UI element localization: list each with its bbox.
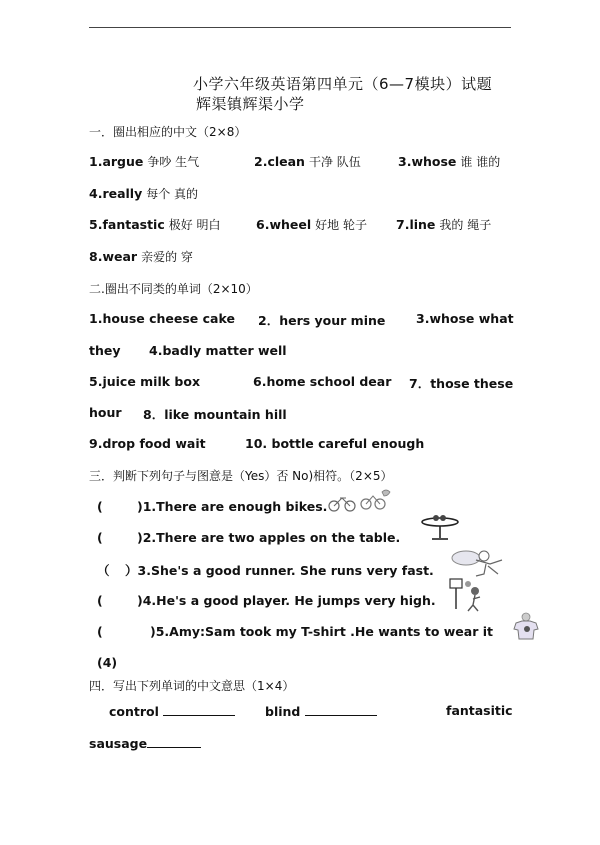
s4-word-3: fantasitic <box>446 703 513 718</box>
top-rule <box>89 27 511 28</box>
section4-heading: 四．写出下列单词的中文意思（1×4） <box>89 679 295 693</box>
s3-item-5-text: )5.Amy:Sam took my T-shirt .He wants to wear it <box>150 624 493 639</box>
s2-group-9: 9.drop food wait <box>89 436 206 451</box>
s1-item-5: 5.fantastic 极好 明白 <box>89 217 221 232</box>
s3-item-1-text: )1.There are enough bikes. <box>137 499 328 514</box>
apples-table-picture-icon <box>418 512 462 542</box>
s1-item-2: 2.clean 干净 队伍 <box>254 154 361 169</box>
section1-heading: 一．圈出相应的中文（2×8） <box>89 125 247 139</box>
s1-item-6: 6.wheel 好地 轮子 <box>256 217 367 232</box>
s4-word-2: blind <box>265 703 377 719</box>
answer-blank-sausage[interactable] <box>147 735 201 748</box>
bikes-picture-icon <box>322 486 394 514</box>
s4-word-1: control <box>109 703 235 719</box>
basketball-player-picture-icon <box>448 577 488 613</box>
s2-group-3: 3.whose what <box>416 311 514 326</box>
tshirt-picture-icon <box>508 609 544 645</box>
s3-item-4-text: )4.He's a good player. He jumps very high. <box>137 593 436 608</box>
s3-item-2-open: ( <box>97 530 103 545</box>
runner-picture-icon <box>446 546 508 580</box>
s3-item-1-open: ( <box>97 499 103 514</box>
s2-group-2: 2．hers your mine <box>258 313 386 328</box>
s1-item-3: 3.whose 谁 谁的 <box>398 154 501 169</box>
page-title: 小学六年级英语第四单元（6—7模块）试题 <box>193 75 493 93</box>
s1-item-1: 1.argue 争吵 生气 <box>89 154 200 169</box>
section3-heading: 三．判断下列句子与图意是（Yes）否 No)相符。（2×5） <box>89 469 393 483</box>
s3-item-5-open: ( <box>97 624 103 639</box>
s4-word-4: sausage <box>89 735 201 751</box>
s2-group-6: 6.home school dear <box>253 374 392 389</box>
s2-group-1: 1.house cheese cake <box>89 311 235 326</box>
s2-group-5: 5.juice milk box <box>89 374 201 389</box>
s3-item-2-text: )2.There are two apples on the table. <box>137 530 401 545</box>
s3-item-4-open: ( <box>97 593 103 608</box>
s1-item-7: 7.line 我的 绳子 <box>396 217 492 232</box>
s3-item-3-text: ）3.She's a good runner. She runs very fast. <box>125 563 434 578</box>
s1-item-4: 4.really 每个 真的 <box>89 186 199 201</box>
s2-group-8: 8．like mountain hill <box>143 407 287 422</box>
s3-item-5-tail: (4) <box>97 655 118 670</box>
s1-item-8: 8.wear 亲爱的 穿 <box>89 249 193 264</box>
s3-item-3-open: （ <box>97 563 110 578</box>
s2-group-10: 10. bottle careful enough <box>245 436 425 451</box>
answer-blank-blind[interactable] <box>305 703 377 716</box>
section2-heading: 二.圈出不同类的单词（2×10） <box>89 282 258 296</box>
s2-group-4: 4.badly matter well <box>149 343 287 358</box>
s2-group-3-cont: they <box>89 343 121 358</box>
school-name: 辉渠镇辉渠小学 <box>196 95 305 113</box>
s2-group-7: 7．those these <box>409 376 514 391</box>
s2-group-7-cont: hour <box>89 405 122 420</box>
answer-blank-control[interactable] <box>163 703 235 716</box>
